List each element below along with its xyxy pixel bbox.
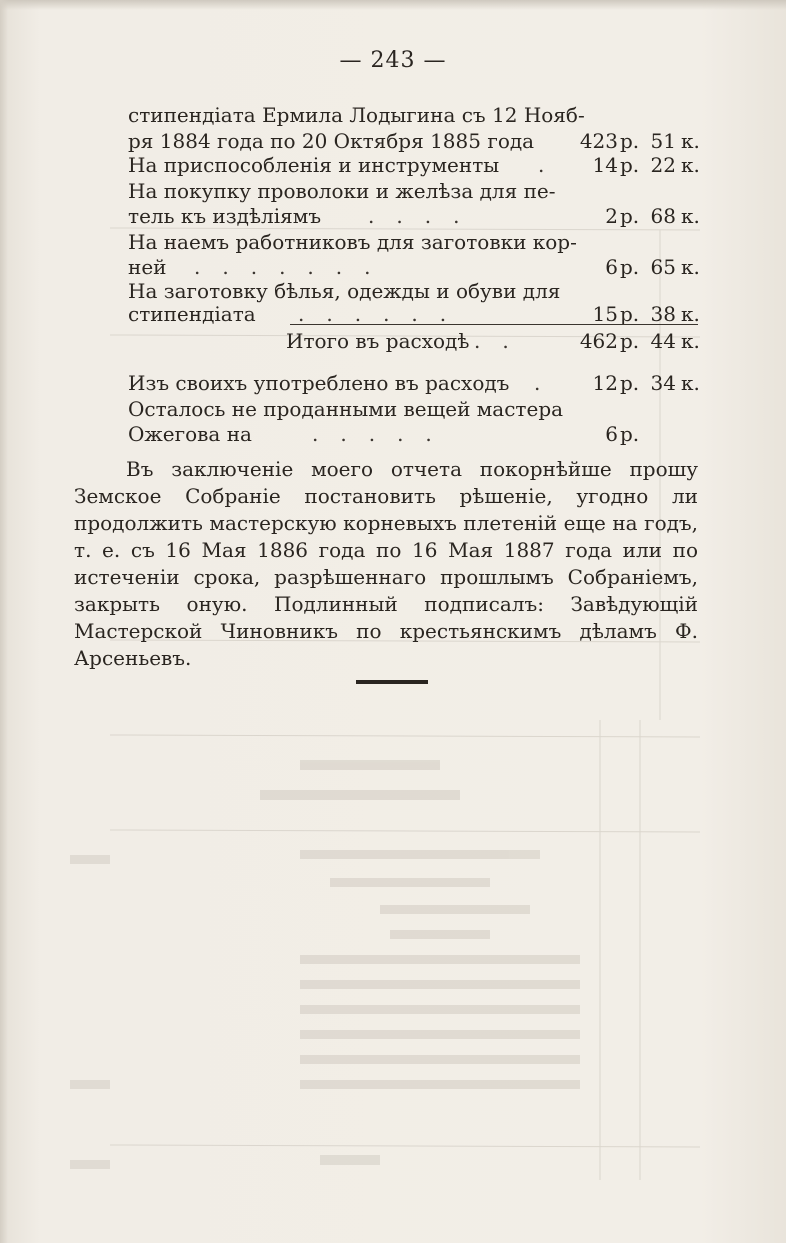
- amount-rubles: 423: [579, 129, 618, 153]
- entry-description: ней: [128, 255, 167, 279]
- amount-rubles: 14: [592, 153, 618, 177]
- rubles-unit: р.: [620, 204, 640, 228]
- entry-line: [128, 203, 698, 229]
- entry-description: На приспособленiя и инструменты: [128, 153, 500, 177]
- entry-description: ря 1884 года по 20 Октября 1885 года: [128, 129, 535, 153]
- entry-line: [128, 254, 698, 280]
- unsold-line: [128, 396, 698, 422]
- total-rubles: 462: [579, 329, 618, 353]
- total-line: [128, 328, 698, 354]
- rubles-unit: р.: [620, 422, 640, 446]
- leader-dots: ..: [474, 329, 531, 353]
- entry-description: стипендiата: [128, 302, 256, 326]
- entry-description: стипендiата Ермила Лодыгина съ 12 Нояб-: [128, 103, 585, 127]
- amount-kopecks: 22: [650, 153, 676, 177]
- total-kopecks: 44: [650, 329, 676, 353]
- entry-line: [128, 178, 698, 204]
- unsold-rubles: 6: [605, 422, 618, 446]
- rubles-unit: р.: [620, 371, 640, 395]
- kopecks-unit: к.: [681, 329, 700, 353]
- entry-line: [128, 152, 698, 178]
- amount-rubles: 2: [605, 204, 618, 228]
- entry-description: На наемъ работниковъ для заготовки кор-: [128, 230, 577, 254]
- unsold-description: Ожегова на: [128, 422, 252, 446]
- amount-kopecks: 38: [650, 302, 676, 326]
- closing-paragraph-text: Въ заключенiе моего отчета покорнѣйше прошу Земское Собранiе постановить рѣшенiе, угодно ли продолжить мастерскую корневыхъ плетенiй еще на годъ, т. е. съ 16 Мая 1886 года по 16 Мая 1887 года или по истеченiи срока, разрѣшеннаго прошлымъ Собранiемъ, закрыть оную. Подлинный подписалъ: Завѣдующiй Мастерской Чиновникъ по крестьянскимъ дѣламъ Ф. Арсеньевъ.: [74, 457, 698, 670]
- amount-rubles: 6: [605, 255, 618, 279]
- rubles-unit: р.: [620, 153, 640, 177]
- amount-kopecks: 68: [650, 204, 676, 228]
- own-funds-line: [128, 370, 698, 396]
- leader-dots: ....: [368, 204, 482, 228]
- leader-dots: .: [534, 371, 563, 395]
- unsold-line: [128, 421, 698, 447]
- amount-kopecks: 65: [650, 255, 676, 279]
- leader-dots: .......: [194, 255, 393, 279]
- kopecks-unit: к.: [681, 255, 700, 279]
- total-label: Итого въ расходѣ: [286, 329, 470, 353]
- kopecks-unit: к.: [681, 371, 700, 395]
- kopecks-unit: к.: [681, 153, 700, 177]
- kopecks-unit: к.: [681, 204, 700, 228]
- own-funds-label: Изъ своихъ употреблено въ расходъ: [128, 371, 510, 395]
- kopecks-unit: к.: [681, 129, 700, 153]
- kopecks-unit: к.: [681, 302, 700, 326]
- leader-dots: .....: [312, 422, 454, 446]
- rubles-unit: р.: [620, 329, 640, 353]
- page-edge-shadow: [0, 0, 786, 10]
- page-number: — 243 —: [339, 48, 447, 73]
- rubles-unit: р.: [620, 129, 640, 153]
- leader-dots: ......: [298, 302, 469, 326]
- own-funds-rubles: 12: [592, 371, 618, 395]
- entry-line: [128, 229, 698, 255]
- closing-paragraph: [74, 456, 698, 672]
- entry-description: тель къ издѣлiямъ: [128, 204, 322, 228]
- entry-line: [128, 102, 698, 128]
- amount-rubles: 15: [592, 302, 618, 326]
- own-funds-kopecks: 34: [650, 371, 676, 395]
- rubles-unit: р.: [620, 255, 640, 279]
- entry-description: На заготовку бѣлья, одежды и обуви для: [128, 279, 561, 303]
- entry-line: [128, 128, 698, 154]
- section-divider: [356, 680, 428, 684]
- total-rule: [290, 324, 698, 325]
- entry-description: На покупку проволоки и желѣза для пе-: [128, 179, 556, 203]
- unsold-description: Осталось не проданными вещей мастера: [128, 397, 564, 421]
- rubles-unit: р.: [620, 302, 640, 326]
- page-binding-shadow: [0, 0, 8, 1243]
- leader-dots: .: [538, 153, 567, 177]
- amount-kopecks: 51: [650, 129, 676, 153]
